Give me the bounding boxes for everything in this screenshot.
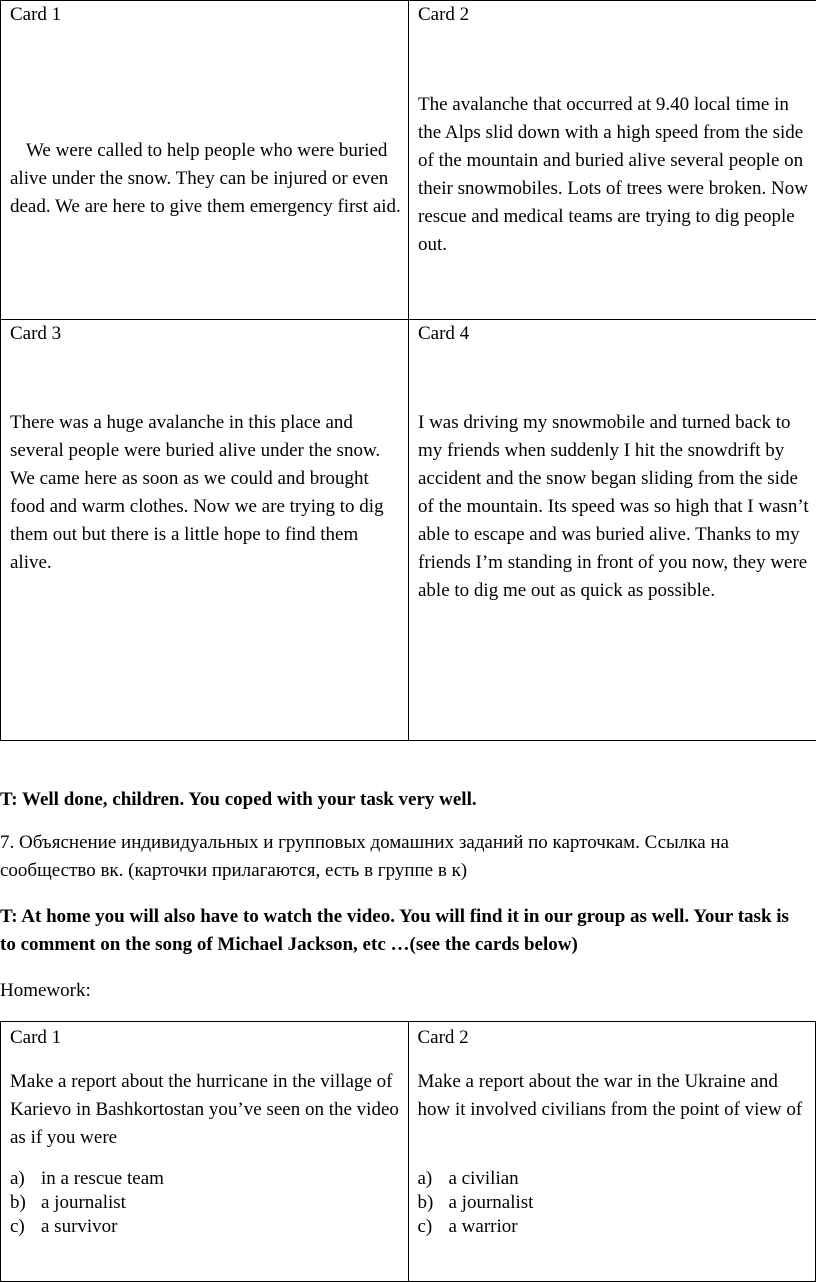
- homework-card-1-options: [10, 1167, 164, 1239]
- homework-card-2-cell: [408, 1022, 816, 1282]
- card-4-text: I was driving my snowmobile and turned back to my friends when suddenly I hit the snowdrift by accident and the snow began sliding from the side of the mountain. Its speed was so high that I wasn’t able to escape and was buried alive. Thanks to my friends I’m standing in front of you now, they were able to dig me out as quick as possible.: [418, 409, 810, 605]
- card-1-text: We were called to help people who were buried alive under the snow. They can be injured or even dead. We are here to give them emergency first aid.: [10, 137, 402, 221]
- card-4-label: Card 4: [418, 320, 469, 348]
- homework-card-2-options: [418, 1167, 534, 1239]
- card-2-cell: [409, 1, 816, 320]
- homework-label: Homework:: [0, 977, 91, 1005]
- list-item: b) a journalist: [418, 1191, 534, 1215]
- step-7-text: 7. Объяснение индивидуальных и групповых домашних заданий по карточкам. Ссылка на сообщество вк. (карточки прилагаются, есть в группе в к): [0, 829, 812, 885]
- list-item: a) in a rescue team: [10, 1167, 164, 1191]
- homework-card-2-text: Make a report about the war in the Ukraine and how it involved civilians from the point of view of: [418, 1068, 810, 1124]
- card-2-text: The avalanche that occurred at 9.40 local time in the Alps slid down with a high speed from the side of the mountain and buried alive several people on their snowmobiles. Lots of trees were broken. Now rescue and medical teams are trying to dig people out.: [418, 91, 810, 259]
- list-item: a) a civilian: [418, 1167, 534, 1191]
- list-item: c) a warrior: [418, 1215, 534, 1239]
- card-1-cell: [1, 1, 409, 320]
- teacher-line-1: T: Well done, children. You coped with your task very well.: [0, 786, 477, 814]
- homework-card-1-cell: [1, 1022, 409, 1282]
- homework-card-2-label: Card 2: [418, 1024, 469, 1052]
- card-2-label: Card 2: [418, 1, 469, 29]
- teacher-line-2: T: At home you will also have to watch the video. You will find it in our group as well. Your task is to comment on the song of Michael Jackson, etc …(see the cards below): [0, 903, 790, 959]
- homework-card-1-label: Card 1: [10, 1024, 61, 1052]
- card-1-label: Card 1: [10, 1, 61, 29]
- card-3-text: There was a huge avalanche in this place and several people were buried alive under the snow. We came here as soon as we could and brought food and warm clothes. Now we are trying to dig them out but there is a little hope to find them alive.: [10, 409, 402, 577]
- list-item: b) a journalist: [10, 1191, 164, 1215]
- homework-card-1-text: Make a report about the hurricane in the village of Karievo in Bashkortostan you’ve seen on the video as if you were: [10, 1068, 402, 1152]
- card-3-label: Card 3: [10, 320, 61, 348]
- list-item: c) a survivor: [10, 1215, 164, 1239]
- homework-cards-table: [0, 1021, 816, 1282]
- card-4-cell: [409, 320, 816, 741]
- card-3-cell: [1, 320, 409, 741]
